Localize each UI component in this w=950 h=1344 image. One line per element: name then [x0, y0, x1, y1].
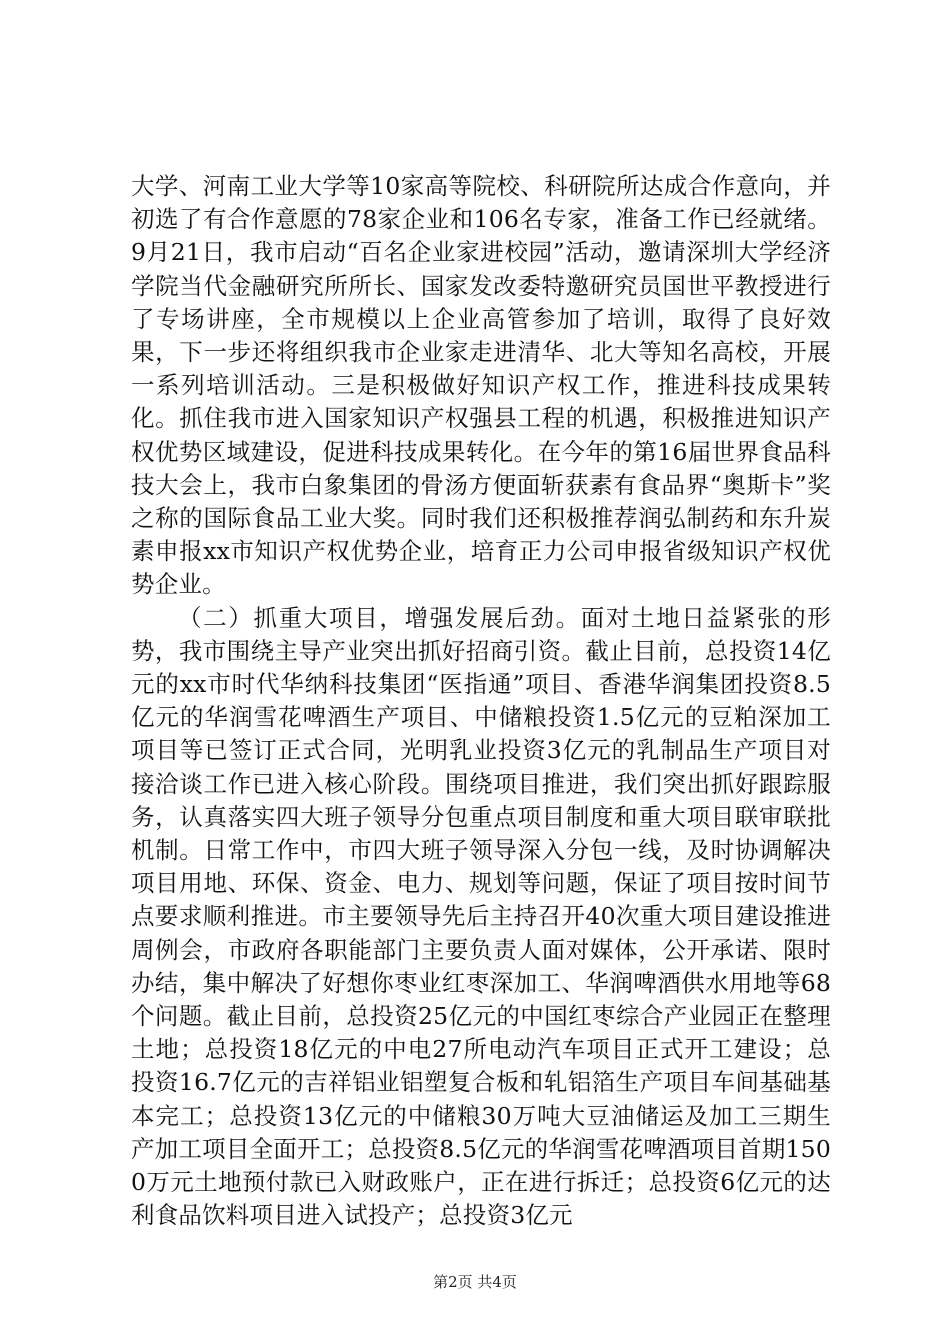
- document-body: [131, 170, 831, 1233]
- paragraph-major-projects: （二）抓重大项目，增强发展后劲。面对土地日益紧张的形势，我市围绕主导产业突出抓好招商引资。截止目前，总投资14亿元的xx市时代华纳科技集团“医指通”项目、香港华润集团投资8.5亿元的华润雪花啤酒生产项目、中储粮投资1.5亿元的豆粕深加工项目等已签订正式合同，光明乳业投资3亿元的乳制品生产项目对接洽谈工作已进入核心阶段。围绕项目推进，我们突出抓好跟踪服务，认真落实四大班子领导分包重点项目制度和重大项目联审联批机制。日常工作中，市四大班子领导深入分包一线，及时协调解决项目用地、环保、资金、电力、规划等问题，保证了项目按时间节点要求顺利推进。市主要领导先后主持召开40次重大项目建设推进周例会，市政府各职能部门主要负责人面对媒体，公开承诺、限时办结，集中解决了好想你枣业红枣深加工、华润啤酒供水用地等68个问题。截止目前，总投资25亿元的中国红枣综合产业园正在整理土地；总投资18亿元的中电27所电动汽车项目正式开工建设；总投资16.7亿元的吉祥铝业铝塑复合板和轧铝箔生产项目车间基础基本完工；总投资13亿元的中储粮30万吨大豆油储运及加工三期生产加工项目全面开工；总投资8.5亿元的华润雪花啤酒项目首期1500万元土地预付款已入财政账户，正在进行拆迁；总投资6亿元的达利食品饮料项目进入试投产；总投资3亿元: [131, 603, 831, 1230]
- page-number-footer: 第2页 共4页: [433, 1273, 517, 1291]
- paragraph-continuation: 大学、河南工业大学等10家高等院校、科研院所达成合作意向，并初选了有合作意愿的78家企业和106名专家，准备工作已经就绪。9月21日，我市启动“百名企业家进校园”活动，邀请深圳大学经济学院当代金融研究所所长、国家发改委特邀研究员国世平教授进行了专场讲座，全市规模以上企业高管参加了培训，取得了良好效果，下一步还将组织我市企业家走进清华、北大等知名高校，开展一系列培训活动。三是积极做好知识产权工作，推进科技成果转化。抓住我市进入国家知识产权强县工程的机遇，积极推进知识产权优势区域建设，促进科技成果转化。在今年的第16届世界食品科技大会上，我市白象集团的骨汤方便面斩获素有食品界“奥斯卡”奖之称的国际食品工业大奖。同时我们还积极推荐润弘制药和东升炭素申报xx市知识产权优势企业，培育正力公司申报省级知识产权优势企业。: [131, 172, 831, 599]
